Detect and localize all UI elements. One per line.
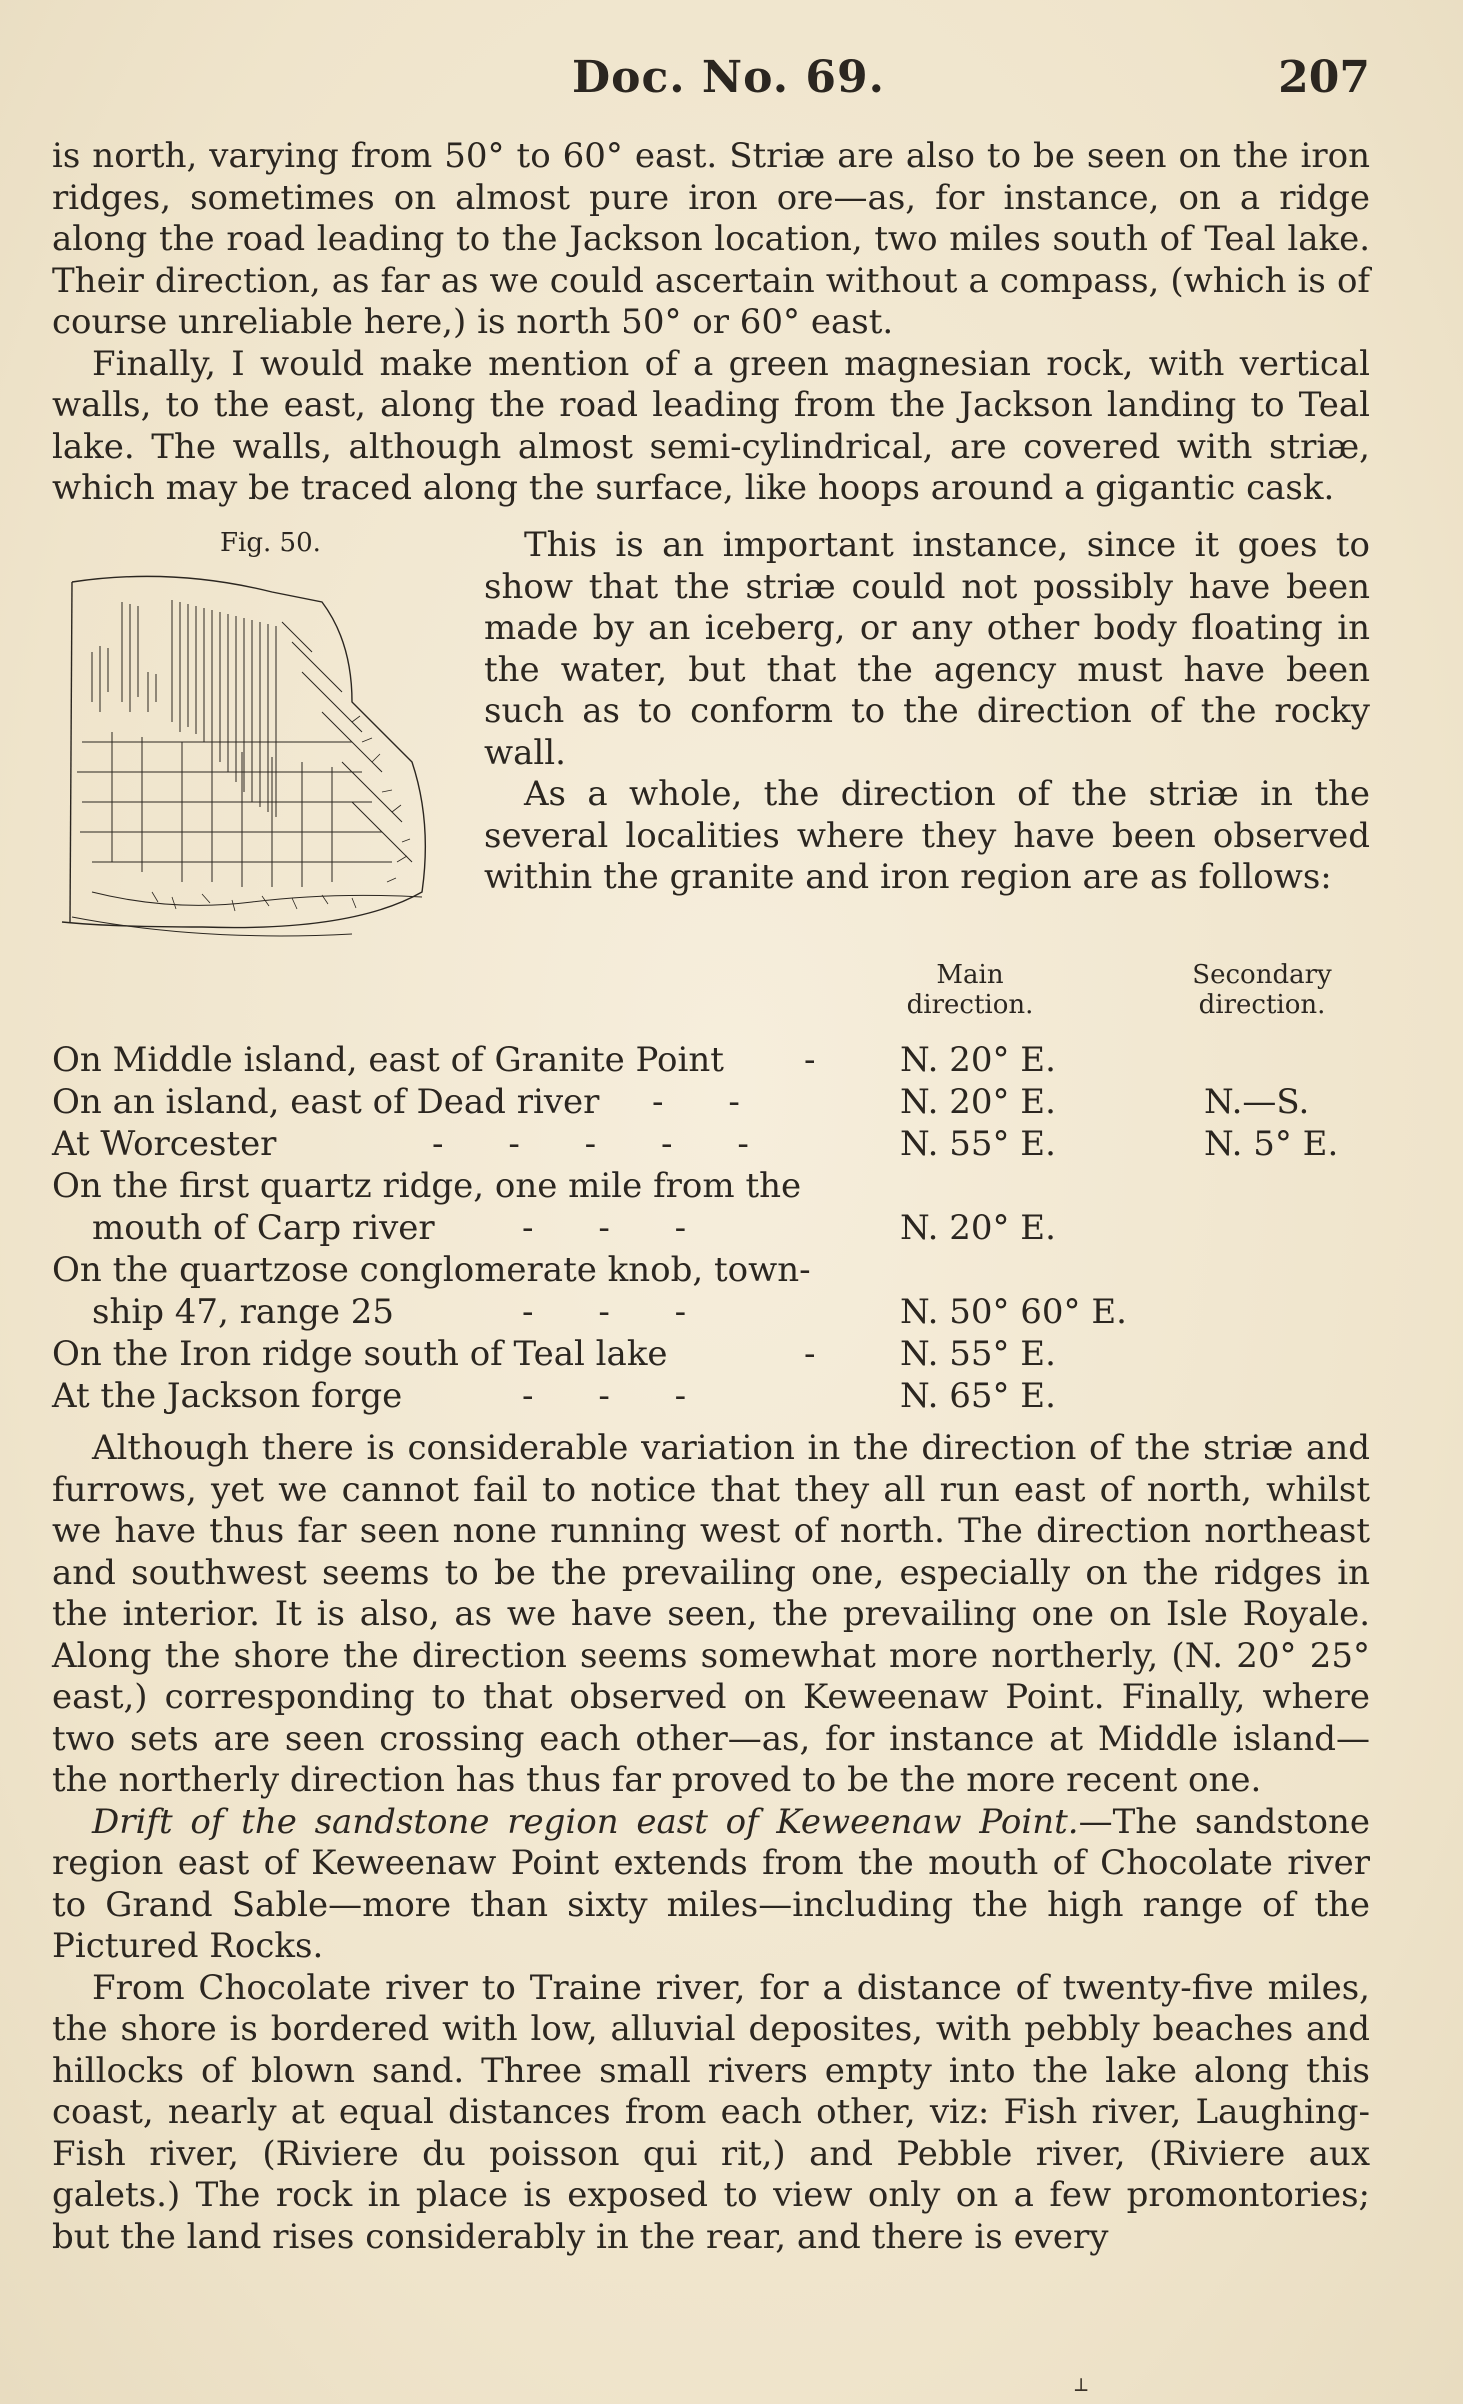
page-number: 207 (1278, 52, 1370, 103)
column-header-secondary: Secondary direction. (1192, 960, 1332, 1020)
running-header (52, 48, 1370, 108)
table-row: On the first quartz ridge, one mile from the mouth of Carp river - - - N. 20° E. (52, 1166, 1056, 1248)
printer-mark: ┴ (1075, 2378, 1088, 2402)
table-row: At Worcester - - - - - N. 55° E. N. 5° E. (52, 1124, 1339, 1164)
table-row: On an island, east of Dead river - - N. 20° E. N.—S. (52, 1082, 1310, 1122)
section-heading: Drift of the sandstone region east of Keweenaw Point. (92, 1801, 1079, 1842)
figure-50 (52, 528, 472, 968)
section-paragraph: Drift of the sandstone region east of Keweenaw Point.—The sandstone region east of Keweenaw Point extends from the mouth of Chocolate river to Grand Sable—more than sixty miles—including the high range of the Pictured Rocks. (52, 1801, 1371, 1966)
striated-rock-wall-icon (52, 562, 472, 962)
paragraph: From Chocolate river to Traine river, for a distance of twenty-five miles, the shore is bordered with low, alluvial deposites, with pebbly beaches and hillocks of blown sand. Three small rivers empty into the lake along this coast, nearly at equal distances from each other, viz: Fish river, Laughing-Fish river, (Riviere du poisson qui rit,) and Pebble river, (Riviere aux galets.) The rock in place is exposed to view only on a few promontories; but the land rises considerably in the rear, and there is every (52, 1967, 1370, 2257)
paragraph: Although there is considerable variation in the direction of the striæ and furrows, yet we cannot fail to notice that they all run east of north, whilst we have thus far seen none running west of north. The direction northeast and southwest seems to be the prevailing one, especially on the ridges in the interior. It is also, as we have seen, the prevailing one on Isle Royale. Along the shore the direction seems somewhat more northerly, (N. 20° 25° east,) corresponding to that observed on Keweenaw Point. Finally, where two sets are seen crossing each other—as, for instance at Middle island—the northerly direction has thus far proved to be the more recent one. (52, 1428, 1370, 1800)
table-row: On the Iron ridge south of Teal lake - N. 55° E. (52, 1334, 1056, 1374)
paragraph: Finally, I would make mention of a green magnesian rock, with vertical walls, to the east, along the road leading from the Jackson landing to Teal lake. The walls, although almost semi-cylindrical, are covered with striæ, which may be traced along the surface, like hoops around a gigantic cask. (52, 343, 1370, 508)
paragraph: As a whole, the direction of the striæ in the several localities where they have been observed within the granite and iron region are as follows: (484, 774, 1370, 897)
figure-side-text (484, 525, 1370, 899)
column-header-main: Main direction. (906, 960, 1034, 1020)
paragraph: is north, varying from 50° to 60° east. Striæ are also to be seen on the iron ridges, sometimes on almost pure iron ore—as, for instance, on a ridge along the road leading to the Jackson location, two miles south of Teal lake. Their direction, as far as we could ascertain without a compass, (which is of course unreliable here,) is north 50° or 60° east. (52, 136, 1370, 342)
table-row: On the quartzose conglomerate knob, town- ship 47, range 25 - - - N. 50° 60° E. (52, 1250, 1127, 1332)
table-row: At the Jackson forge - - - N. 65° E. (52, 1376, 1056, 1416)
top-text-block (52, 136, 1370, 510)
bottom-text-block (52, 1428, 1370, 2258)
document-number: Doc. No. 69. (572, 52, 885, 103)
figure-caption: Fig. 50. (220, 528, 321, 558)
table-row: On Middle island, east of Granite Point - N. 20° E. (52, 1040, 1056, 1080)
paragraph: This is an important instance, since it goes to show that the striæ could not possibly have been made by an iceberg, or any other body floating in the water, but that the agency must have been such as to conform to the direction of the rocky wall. (484, 525, 1370, 773)
